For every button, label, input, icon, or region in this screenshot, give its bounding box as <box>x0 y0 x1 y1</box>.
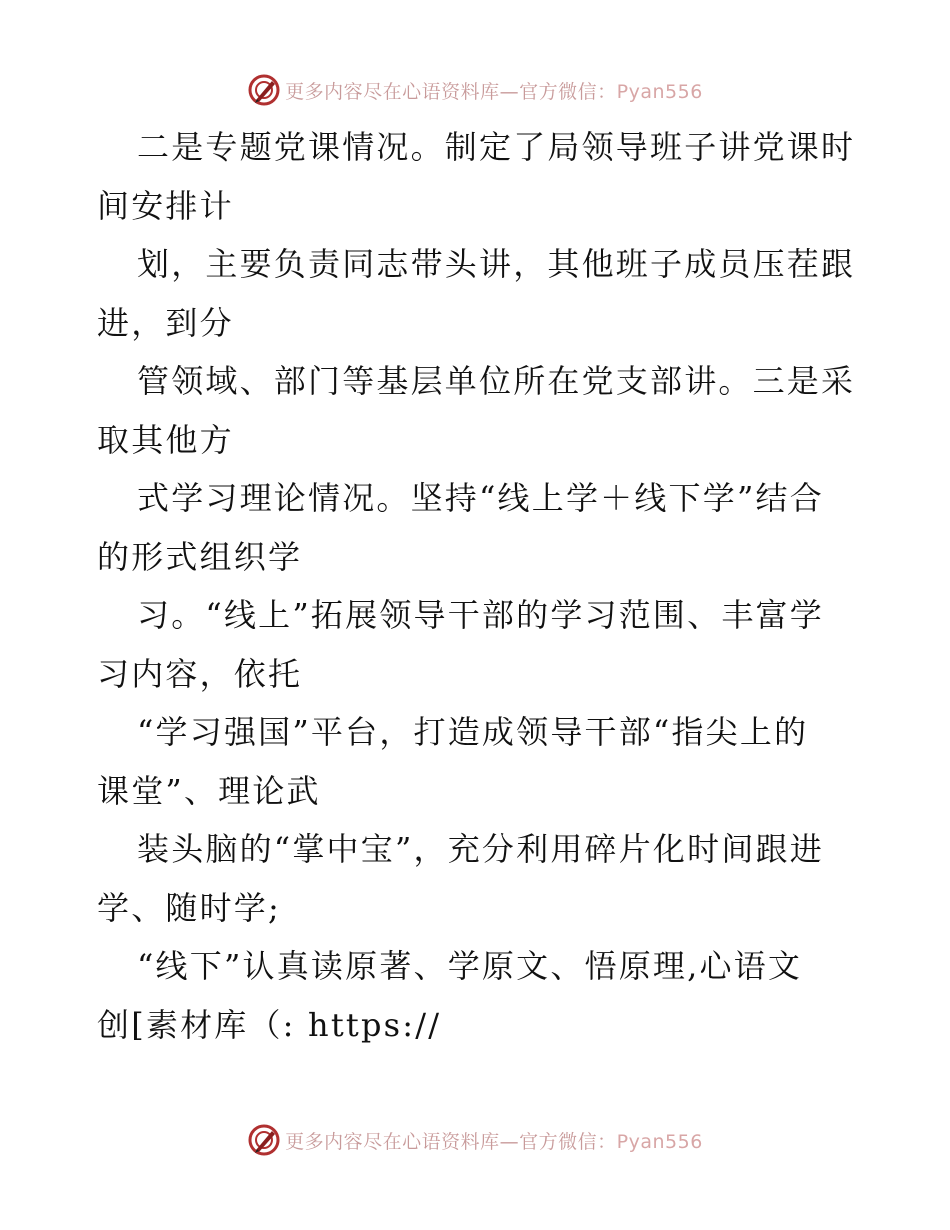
text-line: “线下”认真读原著、学原文、悟原理,心语文 <box>137 947 803 985</box>
text-line: 进，到分 <box>97 303 234 342</box>
text-line: 习内容，依托 <box>97 654 303 693</box>
watermark-text: 更多内容尽在心语资料库—官方微信：Pyan556 <box>285 1130 703 1153</box>
text-line: 二是专题党课情况。制定了局领导班子讲党课时 <box>137 128 856 166</box>
text-line: “学习强国”平台，打造成领导干部“指尖上的 <box>137 713 809 751</box>
footer-watermark <box>0 1120 950 1160</box>
text-line: 的形式组织学 <box>97 537 303 576</box>
text-line: 划，主要负责同志带头讲，其他班子成员压茬跟 <box>137 245 856 283</box>
text-line: 式学习理论情况。坚持“线上学＋线下学”结合 <box>137 479 824 517</box>
header-watermark <box>0 70 950 110</box>
pen-seal-logo-icon <box>247 1123 281 1157</box>
document-body <box>97 118 857 1054</box>
watermark-text: 更多内容尽在心语资料库—官方微信：Pyan556 <box>285 80 703 103</box>
text-line: 管领域、部门等基层单位所在党支部讲。三是采 <box>137 362 856 400</box>
text-line: 创[素材库（: https:// <box>97 1005 442 1044</box>
text-line: 装头脑的“掌中宝”，充分利用碎片化时间跟进 <box>137 830 824 868</box>
text-line: 取其他方 <box>97 420 234 459</box>
text-line: 学、随时学; <box>97 888 281 927</box>
text-line: 间安排计 <box>97 186 234 225</box>
text-line: 习。“线上”拓展领导干部的学习范围、丰富学 <box>137 596 824 634</box>
text-line: 课堂”、理论武 <box>97 771 321 810</box>
pen-seal-logo-icon <box>247 73 281 107</box>
